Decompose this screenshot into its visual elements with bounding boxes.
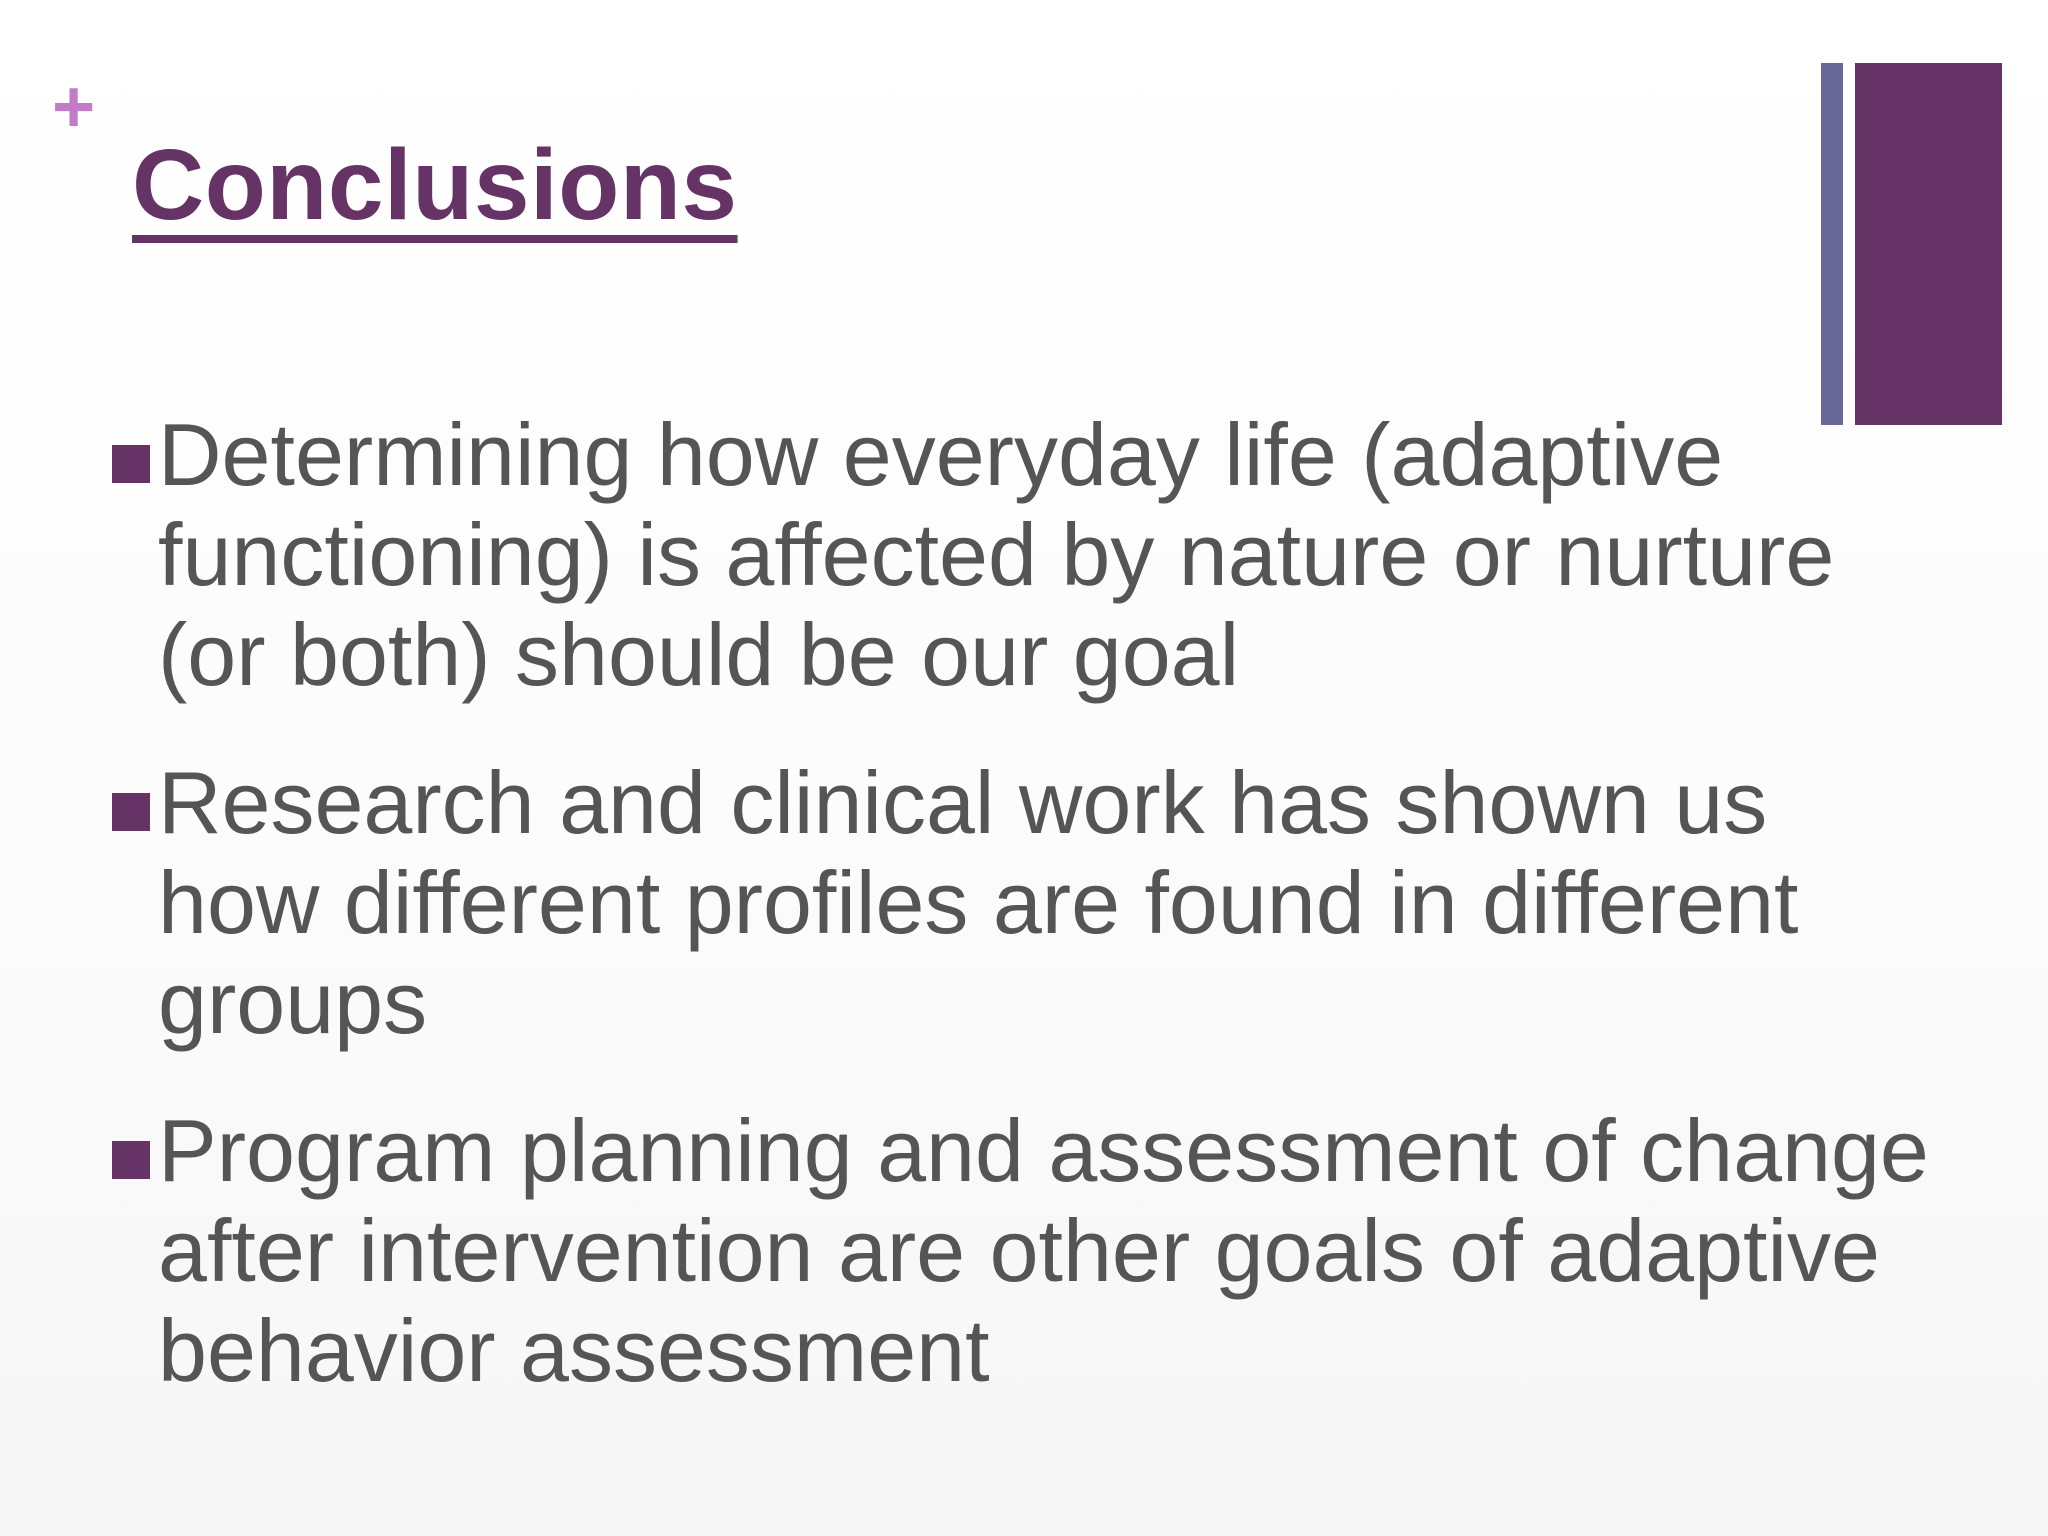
decorative-thick-bar: [1855, 63, 2002, 425]
square-bullet-icon: [112, 445, 150, 483]
bullet-item: [110, 753, 1950, 1053]
bullet-item: [110, 1101, 1950, 1401]
decorative-thin-bar: [1821, 63, 1843, 425]
bullet-text: Research and clinical work has shown us how different profiles are found in different groups: [158, 753, 1799, 1052]
bullet-item: [110, 405, 1950, 705]
bullet-list: [110, 405, 1950, 1449]
bullet-text: Determining how everyday life (adaptive functioning) is affected by nature or nurture (or both) should be our goal: [158, 405, 1835, 704]
slide-title: Conclusions: [132, 129, 738, 241]
square-bullet-icon: [112, 793, 150, 831]
plus-icon: +: [52, 65, 96, 148]
bullet-text: Program planning and assessment of change after intervention are other goals of adaptive behavior assessment: [158, 1101, 1929, 1400]
square-bullet-icon: [112, 1141, 150, 1179]
